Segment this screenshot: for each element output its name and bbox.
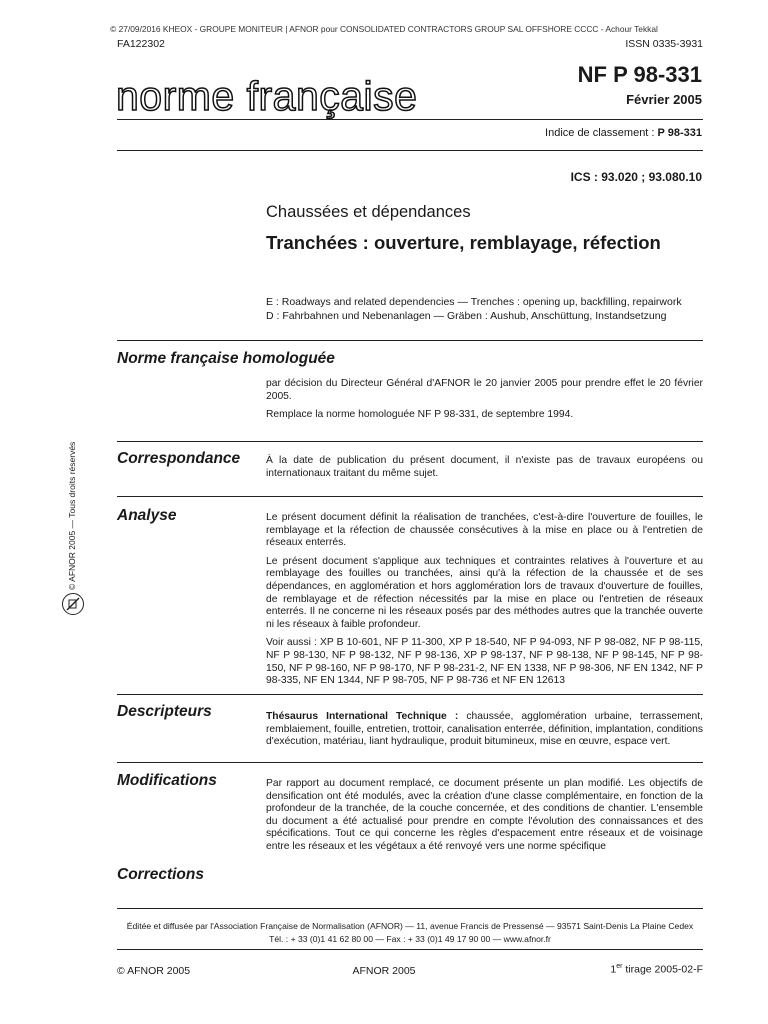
modifications-text: Par rapport au document remplacé, ce document présente un plan modifié. Les objectifs de densification ont été modulés, avec la création d'une classe complémentaire, en fonction de la profondeur de la tranchée, de la couche concernée, et des conditions de chantier. L'ensemble du document a été actualisé pour prendre en compte l'évolution des connaissances et des spécifications. Tout ce qui concerne les règles d'espacement entre réseaux et de voisinage entre les réseaux et les végétaux a été renvoyé vers une norme spécifique	[266, 778, 703, 852]
publisher-contact: Tél. : + 33 (0)1 41 62 80 00 — Fax : + 33 (0)1 49 17 90 00 — www.afnor.fr	[269, 934, 551, 944]
edition-number: 1	[610, 963, 617, 976]
section-correspondance-body	[266, 455, 703, 486]
copyright-left: © AFNOR 2005	[117, 965, 191, 977]
homologuee-decision: par décision du Directeur Général d'AFNOR le 20 janvier 2005 pour prendre effet le 20 février 2005.	[266, 378, 703, 402]
footer-divider	[117, 949, 703, 950]
analyse-definition: Le présent document définit la réalisation de tranchées, c'est-à-dire l'ouverture de fouilles, le remblayage et la réfection de chaussée consécutives à la mise en place ou à l'entretien de réseaux enterrés.	[266, 512, 703, 549]
analyse-see-also: Voir aussi : XP B 10-601, NF P 11-300, XP P 18-540, NF P 94-093, NF P 98-082, NF P 98-115, NF P 98-130, NF P 98-132, NF P 98-136, XP P 98-137, NF P 98-138, NF P 98-145, NF P 98-150, NF P 98-160, NF P 98-170, NF P 98-231-2, NF EN 1338, NF P 98-306, NF EN 1342, NF P 98-335, NF EN 1344, NF P 98-705, NF P 98-736 et NF EN 12613	[266, 637, 703, 687]
edition-label: tirage 2005-02-F	[622, 963, 703, 976]
header-divider	[117, 119, 703, 120]
classification-divider	[117, 150, 703, 151]
classification-label: Indice de classement :	[545, 127, 658, 139]
ics-codes: ICS : 93.020 ; 93.080.10	[570, 170, 702, 184]
classification-value: P 98-331	[657, 127, 702, 139]
section-divider	[117, 694, 703, 695]
section-analyse-body	[266, 512, 703, 694]
publisher-address: Éditée et diffusée par l'Association Française de Normalisation (AFNOR) — 11, avenue Francis de Pressensé — 93571 Saint-Denis La Plaine Cedex	[126, 921, 694, 931]
section-divider	[117, 441, 703, 442]
section-homologuee-body	[266, 378, 703, 428]
print-edition	[610, 963, 703, 976]
reference-id: FA122302	[117, 38, 165, 50]
section-corrections-heading: Corrections	[117, 866, 204, 883]
section-homologuee-heading: Norme française homologuée	[117, 350, 335, 367]
document-title: Tranchées : ouverture, remblayage, réfection	[266, 232, 661, 253]
issn: ISSN 0335-3931	[625, 38, 703, 50]
no-copy-icon-svg	[63, 594, 83, 614]
edition-suffix: er	[616, 963, 623, 970]
homologuee-replaces: Remplace la norme homologuée NF P 98-331, de septembre 1994.	[266, 409, 574, 421]
watermark: © 27/09/2016 KHEOX - GROUPE MONITEUR | AFNOR pour CONSOLIDATED CONTRACTORS GROUP SAL OFFSHORE CCCC - Achour Tekkal	[110, 24, 658, 34]
german-title: D : Fahrbahnen und Nebenanlagen — Gräben : Aushub, Anschüttung, Instandsetzung	[266, 310, 667, 322]
standard-date: Février 2005	[626, 92, 702, 107]
standard-code: NF P 98-331	[577, 62, 702, 87]
correspondance-text: À la date de publication du présent document, il n'existe pas de travaux européens ou internationaux traitant du même sujet.	[266, 455, 703, 479]
section-descripteurs-body	[266, 711, 703, 755]
section-correspondance-heading: Correspondance	[117, 450, 241, 467]
no-copy-icon	[62, 593, 84, 615]
english-title: E : Roadways and related dependencies — Trenches : opening up, backfilling, repairwork	[266, 296, 682, 308]
section-modifications-heading: Modifications	[117, 772, 217, 789]
section-analyse-heading: Analyse	[117, 507, 177, 524]
section-divider	[117, 762, 703, 763]
section-divider	[117, 496, 703, 497]
section-modifications-body	[266, 778, 703, 860]
copyright-center: AFNOR 2005	[352, 965, 416, 977]
descripteurs-thesaurus-label: Thésaurus International Technique :	[266, 711, 459, 722]
rights-reserved-vertical: © AFNOR 2005 — Tous droits réservés	[67, 441, 77, 590]
norme-francaise-logo: norme française	[116, 73, 418, 119]
footer-divider	[117, 908, 703, 909]
analyse-scope: Le présent document s'applique aux techniques et contraintes relatives à l'ouverture et au remblayage des fouilles ou tranchées, ainsi qu'à la réfection de la chaussée et de ses dépendances, en agglomération et hors agglomération lors de travaux d'ouverture de fouilles, de remblayage et de réfection nécessités par la mise en place ou l'entretien de réseaux enterrés. Il ne concerne ni les réseaux posés par des méthodes autres que la tranchée ouverte ni les réseaux à faible profondeur.	[266, 555, 703, 630]
descripteurs-keywords: chaussée, agglomération urbaine, terrassement, remblaiement, fouille, entretien, trottoir, canalisation enterrée, définition, implantation, conditions d'exécution, matériau, liant hydraulique, produit bitumineux, mise en œuvre, espace vert.	[266, 711, 703, 748]
section-divider	[117, 340, 703, 341]
section-descripteurs-heading: Descripteurs	[117, 703, 212, 720]
document-subtitle: Chaussées et dépendances	[266, 203, 471, 221]
classification-index	[545, 127, 702, 139]
